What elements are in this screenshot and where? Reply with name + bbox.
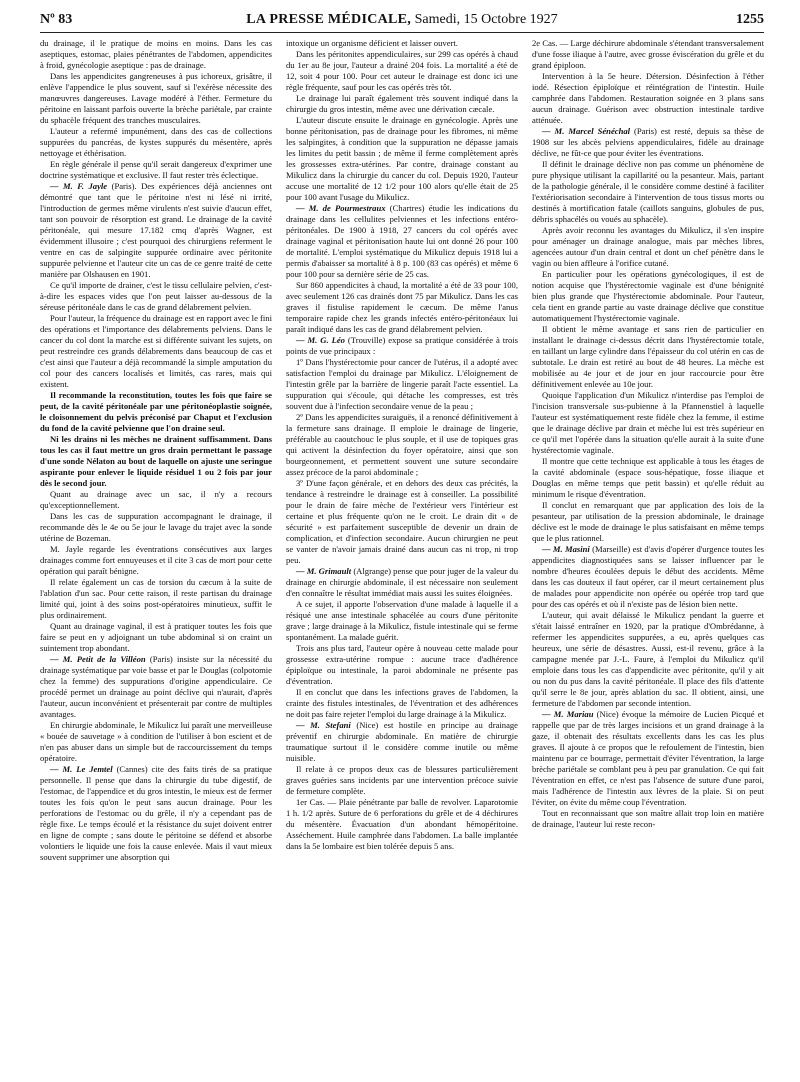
page-number: 1255 [736,12,764,27]
paragraph-text: Il montre que cette technique est applicable à tous les étages de la cavité abdominale (espace sous-hépatique, fosse iliaque et Douglas en même temps que petit bassin) et qu'elle réduit au minimum le risque d'éventration. [532,456,764,499]
journal-name: LA PRESSE MÉDICALE, [246,12,412,27]
paragraph [40,280,272,313]
paragraph [40,720,272,764]
paragraph [40,434,272,489]
paragraph [286,566,518,599]
paragraph-text: L'auteur a refermé impunément, dans des cas de collections suppurées du pancréas, de kystes suppurés du mésentère, après nettoyage et éthérisation. [40,126,272,158]
paragraph-text: 2º Dans les appendicites suraiguës, il a renoncé définitivement à la fermeture sans drainage. Il emploie le drainage de lingerie, préférable au caoutchouc le plus souple, et il use de topiques gras qui activent la désinfection du foyer opératoire, ainsi que son bourgeonnement, et permettent souvent une suture secondaire assez précoce de la paroi abdominale ; [286,412,518,477]
paragraph [532,159,764,225]
paragraph [532,456,764,500]
text-column-right [532,38,764,1074]
speaker-name: — M. Marcel Sénéchal [542,126,631,136]
paragraph-text: (Paris) est resté, depuis sa thèse de 1908 sur les abcès pelviens appendiculaires, fidèle au drainage déclive, ne fût-ce que pour éviter les éventrations. [532,126,764,158]
paragraph-text: Le drainage lui paraît également très souvent indiqué dans la chirurgie du gros intestin, même avec une dérivation cæcale. [286,93,518,114]
paragraph [286,412,518,478]
paragraph [40,181,272,280]
paragraph [40,621,272,654]
issue-number: Nº 83 [40,12,73,27]
paragraph-text: En particulier pour les opérations gynécologiques, il est de notion acquise que l'hystérectomie vaginale est d'une bénignité bien plus grande que l'hystérectomie abdominale. Pour l'auteur, cela tient en grande partie au vaste drainage déclive que constitue automatiquement l'hystérectomie vaginale. [532,269,764,323]
paragraph [286,115,518,203]
paragraph-text: Il en conclut que dans les infections graves de l'abdomen, la crainte des fistules intestinales, de l'éventration et des adhérences ne doit pas faire rejeter l'emploi du large drainage à la Mikulicz. [286,687,518,719]
paragraph-text: (Marseille) est d'avis d'opérer d'urgence toutes les appendicites diagnostiquées sans se laisser influencer par le nombre d'heures écoulées depuis le début des accidents. Même dans les cas douteux il faut opérer, car il meurt certainement plus de malades pour appendicite non opérée ou opérée trop tard que pour des cas opérés et où il n'existe pas de lésion bien nette. [532,544,764,609]
paragraph [532,38,764,71]
paragraph [532,324,764,390]
paragraph-text: (Trouville) expose sa pratique considérée à trois points de vue principaux : [286,335,518,356]
paragraph-text: Il obtient le même avantage et sans rien de particulier en installant le drainage ci-dessus décrit dans l'hystérectomie totale, en taillant un large cylindre dans l'épaisseur du col utérin en cas de subtotale. Le drain est retiré au bout de 48 heures. La mèche est mobilisée au 4e jour et de jour en jour raccourcie pour être définitivement enlevée au 10e jour. [532,324,764,389]
paragraph-text: En chirurgie abdominale, le Mikulicz lui paraît une merveilleuse « bouée de sauvetage » à condition de l'utiliser à bon escient et de n'en pas abuser dans un simple but de raccourcissement du temps opératoire. [40,720,272,763]
paragraph-text: (Paris) insiste sur la nécessité du drainage systématique par voie basse et par le Douglas (colpotomie chez la femme) des suppurations d'origine appendiculaire. Ce procédé permet un drainage au point déclive qui n'aurait, d'après l'auteur, aucun inconvénient et présenterait par contre de multiples avantages. [40,654,272,719]
paragraph [40,390,272,434]
paragraph [532,709,764,808]
paragraph-text: Dans les appendicites gangreneuses à pus ichoreux, grisâtre, il enlève l'appendice le plus souvent, sauf si l'exérèse nécessite des manœuvres dangereuses. Lavage modéré à l'éther. Fermeture du péritoine en laissant parfois ouverte la brèche pariétale, par crainte du sphacèle fréquent des tranches musculaires. [40,71,272,125]
paragraph [286,599,518,643]
speaker-name: — M. Petit de la Villéon [50,654,146,664]
paragraph [286,797,518,852]
paragraph-text: (Paris). Des expériences déjà anciennes ont démontré que tant que le péritoine n'est ni lésé ni irrité, l'introduction de germes même virulents n'est suivie d'aucun effet, tant son pouvoir de résorption est grand. Le drainage de la cavité péritonéale, qui mesure 17.182 cmq d'après Wagner, est évidemment illusoire ; c'est pourquoi des chirurgiens referment le ventre en cas de salpingite suppurée ordinaire avec péritonite suppurée pelvienne et l'auteur cite un cas de ce genre traité de cette manière par Olshausen en 1901. [40,181,272,279]
paragraph-text: Intervention à la 5e heure. Détersion. Désinfection à l'éther iodé. Résection épiploïque et réintégration de l'intestin. Huile camphrée dans l'abdomen. Restauration soignée en 3 plans sans aucun drainage. Guérison avec obstruction intestinale tardive atténuée. [532,71,764,125]
speaker-name: — M. Stefani [296,720,351,730]
paragraph-text: Trois ans plus tard, l'auteur opère à nouveau cette malade pour grossesse extra-utérine rompue : aucune trace d'adhérence épiploïque ou intestinale, la paroi abdominale ne présente pas d'éventration. [286,643,518,686]
speaker-name: — M. Masini [542,544,590,554]
paragraph [40,38,272,71]
paragraph [286,478,518,566]
paragraph [286,203,518,280]
paragraph [40,577,272,621]
paragraph [40,159,272,181]
paragraph [532,610,764,709]
paragraph [286,720,518,764]
paragraph-text: En règle générale il pense qu'il serait dangereux d'exprimer une doctrine systématique et exclusive. Il faut rester très éclectique. [40,159,272,180]
paragraph [40,71,272,126]
paragraph [532,808,764,830]
paragraph-text: Il relate à ce propos deux cas de blessures particulièrement graves guéries sans incidents par une intervention précoce suivie de fermeture complète. [286,764,518,796]
paragraph-text: Dans les péritonites appendiculaires, sur 299 cas opérés à chaud du 1er au 8e jour, l'auteur a drainé 204 fois. La mortalité a été de 12, soit 4 pour 100. Pour cet auteur le drainage est donc ici une règle fréquente, sauf pour les cas opérés très tôt. [286,49,518,92]
paragraph [286,93,518,115]
speaker-name: — M. G. Léo [296,335,345,345]
paragraph [532,126,764,159]
paragraph-text: 1er Cas. — Plaie pénétrante par balle de revolver. Laparotomie 1 h. 1/2 après. Suture de 6 perforations du grêle et de 4 déchirures du mésentère. Évacuation d'un abondant hémopéritoine. Asséchement. Huile camphrée dans l'abdomen. La balle implantée dans la 5e lombaire est bien tolérée depuis 5 ans. [286,797,518,851]
paragraph-text: L'auteur discute ensuite le drainage en gynécologie. Après une bonne péritonisation, pas de drainage pour les fibromes, ni même les salpingites, à condition que la suppuration ne dépasse jamais les limites du petit bassin ; de même il ferme complètement après les grossesses extra-utérines. Par contre, drainage constant au Mikulicz dans la chirurgie du cancer du col. Depuis 1920, l'auteur accuse une mortalité de 12 1/2 pour 100 alors qu'elle était de 25 pour 100 avant l'usage du Mikulicz. [286,115,518,202]
paragraph [532,544,764,610]
paragraph [40,544,272,577]
paragraph [40,654,272,720]
paragraph [40,313,272,390]
paragraph-text: Sur 860 appendicites à chaud, la mortalité a été de 33 pour 100, avec seulement 126 cas drainés dont 75 par Mikulicz. Dans les cas graves il fistulise rapidement le cæcum. De même l'anus temporaire rapide chez les grands infectés entéro-péritonéaux lui paraît indiqué dans les cas de grand délabrement pelvien. [286,280,518,334]
paragraph [286,49,518,93]
paragraph [532,500,764,544]
paragraph [286,280,518,335]
issue-date: Samedi, 15 Octobre 1927 [414,12,558,27]
paragraph-text: du drainage, il le pratique de moins en moins. Dans les cas aseptiques, estomac, plaies pénétrantes de l'abdomen, appendicites à froid, gynécologie aseptique : pas de drainage. [40,38,272,70]
paragraph [286,335,518,357]
paragraph [40,764,272,863]
paragraph [532,71,764,126]
paragraph-text: 2e Cas. — Large déchirure abdominale s'étendant transversalement d'une fosse iliaque à l'autre, avec grosse éviscération du grêle et du grand épiploon. [532,38,764,70]
speaker-name: — M. Le Jemtel [50,764,113,774]
paragraph-text: (Algrange) pense que pour juger de la valeur du drainage en chirurgie abdominale, il est nécessaire non seulement d'en connaître le résultat immédiat mais aussi les suites éloignées. [286,566,518,598]
running-title [40,12,764,28]
page-header [40,10,764,33]
paragraph [286,357,518,412]
paragraph-text: M. Jayle regarde les éventrations consécutives aux larges drainages comme fort ennuyeuses et il cite 3 cas de mort pour cette opération qui paraît bénigne. [40,544,272,576]
paragraph [286,687,518,720]
paragraph-text: Tout en reconnaissant que son maître allait trop loin en matière de drainage, l'auteur lui reste recon- [532,808,764,829]
paragraph-text: (Nice) est hostile en principe au drainage préventif en chirurgie abdominale. En matière de chirurgie traumatique surtout il le considère comme inutile ou même nuisible. [286,720,518,763]
paragraph-text: L'auteur, qui avait délaissé le Mikulicz pendant la guerre et s'était laissé entraîner en 1920, par la pratique d'Ombrédanne, à refermer les appendicites suppurées, a eu, après quelques cas heureux, une série de désastres. Aussi, est-il revenu, grâce à la campagne menée par J.-L. Faure, à l'emploi du Mikulicz qu'il emploie dans tous les cas d'appendicite avec péritonite, qu'il y ait ou non du pus dans la cavité péritonéale. Il place des fils d'attente qu'il serre le 8e jour, après ablation du sac. Il obtient, ainsi, une fermeture de l'abdomen par seconde intention. [532,610,764,708]
speaker-name: — M. Mariau [542,709,594,719]
paragraph-text: Ni les drains ni les mèches ne drainent suffisamment. Dans tous les cas il faut mettre un gros drain permettant le passage d'une sonde Nélaton au bout de laquelle on ajuste une seringue aspirante pour enlever le liquide résiduel 1 ou 2 fois par jour dès le second jour. [40,434,272,488]
paragraph-text: 3º D'une façon générale, et en dehors des deux cas précités, la tendance à restreindre le drainage est à conseiller. La possibilité pour le drain de faire mèche de l'extérieur vers l'intérieur est certaine et plus fréquente qu'on ne le croit. Le drain dit « de sécurité » est parfaitement susceptible de devenir un drain de complication, et d'infection secondaire. Aucun chirurgien ne peut se vanter de n'avoir jamais drainé dans aucun cas ni trop, ni trop peu. [286,478,518,565]
paragraph-text: Il définit le drainage déclive non pas comme un phénomène de pure physique utilisant la capillarité ou la pesanteur. Mais, partant de la pathologie générale, il le considère comme destiné à faciliter l'extériorisation secondaire à l'intervention de tous tissus morts ou destinés à mortification fatale (caillots sanguins, globules de pus, débris sphacélés ou voués au sphacèle). [532,159,764,224]
paragraph [532,390,764,456]
paragraph-text: Quant au drainage avec un sac, il n'y a recours qu'exceptionnellement. [40,489,272,510]
paragraph [40,489,272,511]
paragraph-text: (Chartres) étudie les indications du drainage dans les cellulites pelviennes et les infections entéro-péritonéales. De 1900 à 1918, 27 cancers du col opérés avec drainage vaginal et péritonisation haute lui ont donné 26 pour 100 de mortalité. L'emploi systématique du Mikulicz depuis 1918 lui a permis d'abaisser sa mortalité à 8 p. 100 (83 cas opérés) et même 6 pour 100 pour sa dernière série de 25 cas. [286,203,518,279]
paragraph-text: Il relate également un cas de torsion du cæcum à la suite de l'ablation d'un sac. Pour cette raison, il reste partisan du drainage limité qui, joint à des soins post-opératoires minutieux, suffit le plus ordinairement. [40,577,272,620]
paragraph [532,269,764,324]
paragraph-text: 1º Dans l'hystérectomie pour cancer de l'utérus, il a adopté avec satisfaction l'emploi du drainage par Mikulicz. L'éloignement de l'intestin grêle par la barrière de lingerie paraît l'acte essentiel. La suppuration qui s'écoule, qui détache les compresses, est très souvent due à l'infection secondaire venue de la peau ; [286,357,518,411]
speaker-name: — M. F. Jayle [50,181,108,191]
paragraph [286,643,518,687]
paragraph-text: (Cannes) cite des faits tirés de sa pratique personnelle. Il pense que dans la chirurgie du tube digestif, de l'estomac, de l'appendice et du gros intestin, le mieux est de fermer toutes les fois qu'on le peut sans aucun drainage. Pour les perforations de l'estomac ou du grêle, il n'y a cependant pas de règle fixe. Le temps écoulé et la résistance du sujet doivent entrer en ligne de compte ; sans doute le péritoine se défend et absorbe volontiers le liquide une fois la cause enlevée. Mais il vaut mieux souvent supprimer une absorption qui [40,764,272,862]
paragraph [532,225,764,269]
paragraph-text: Dans les cas de suppuration accompagnant le drainage, il recommande dès le 4e ou 5e jour le lavage du trajet avec la sonde utérine de Bozeman. [40,511,272,543]
speaker-name: — M. Grimault [296,566,352,576]
paragraph-text: Il conclut en remarquant que par application des lois de la pesanteur, par utilisation de la pression abdominale, le drainage déclive est le mode de drainage le plus satisfaisant en même temps que le plus rationnel. [532,500,764,543]
paragraph [40,511,272,544]
paragraph-text: (Nice) évoque la mémoire de Lucien Picqué et rappelle que par de très larges incisions et un grand drainage à la gaze, il obtenait des résultats excellents dans les cas les plus graves. Il ajoute à ce propos que le refoulement de l'intestin, bien maintenu par ce bourrage, permettait d'éviter l'éventration, la large brèche pariétale se comblant peu à peu par granulation. Ce qui fait l'éventration en effet, ce n'est pas l'absence de suture d'une paroi, mais l'adhérence de l'intestin aux lèvres de la plaie. Si on peut l'éviter, on évite du même coup l'éventration. [532,709,764,807]
paragraph-text: A ce sujet, il apporte l'observation d'une malade à laquelle il a résiqué une anse intestinale sphacélée au cours d'une péritonite grave ; large drainage à la Mikulicz, fistule intestinale qui se ferme spontanément. La malade guérit. [286,599,518,642]
paragraph-text: intoxique un organisme déficient et laisser ouvert. [286,38,458,48]
paragraph-text: Après avoir reconnu les avantages du Mikulicz, il s'en inspire pour aménager un drainage analogue, mais par mèches libres, agencées autour d'un drain central et dont un chef pénètre dans le vagin ou bien affleure à l'orifice cutané. [532,225,764,268]
paragraph-text: Ce qu'il importe de drainer, c'est le tissu cellulaire pelvien, c'est-à-dire les espaces vides que l'on peut laisser au-dessous de la séreuse péritonéale dans le cas de grand délabrement pelvien. [40,280,272,312]
paragraph [286,764,518,797]
paragraph-text: Quant au drainage vaginal, il est à pratiquer toutes les fois que faire se peut en y adjoignant un tube abdominal si on craint un suintement trop abondant. [40,621,272,653]
paragraph-text: Quoique l'application d'un Mikulicz n'interdise pas l'emploi de l'incision transversale sus-pubienne à la Pfannenstiel à laquelle l'auteur est systématiquement reste fidèle chez la femme, il estime que le drainage déclive par drain et mèche lui est très supérieur en ce qu'il met l'opérée dans la situation qu'elle aurait à la suite d'une hystérectomie vaginale. [532,390,764,455]
text-column-middle [286,38,518,1074]
speaker-name: — M. de Pourmestraux [296,203,386,213]
paragraph-text: Pour l'auteur, la fréquence du drainage est en rapport avec le fini des opérations et l'importance des délabrements pelviens. Dans le cancer du col dont la marche est si différente suivant les sujets, on peut restreindre ces grands délabrements dans beaucoup de cas et c'est ainsi que l'auteur a déjà recommandé la simple amputation du col pour des cancers localisés et limités, cas rares, mais qui existent. [40,313,272,389]
paragraph-text: Il recommande la reconstitution, toutes les fois que faire se peut, de la cavité péritonéale par une péritonéoplastie soignée, le cloisonnement du pelvis préconisé par Chaput et l'exclusion du fond de la cavité pelvienne que l'on draine seul. [40,390,272,433]
paragraph [286,38,518,49]
paragraph [40,126,272,159]
text-column-left [40,38,272,1074]
